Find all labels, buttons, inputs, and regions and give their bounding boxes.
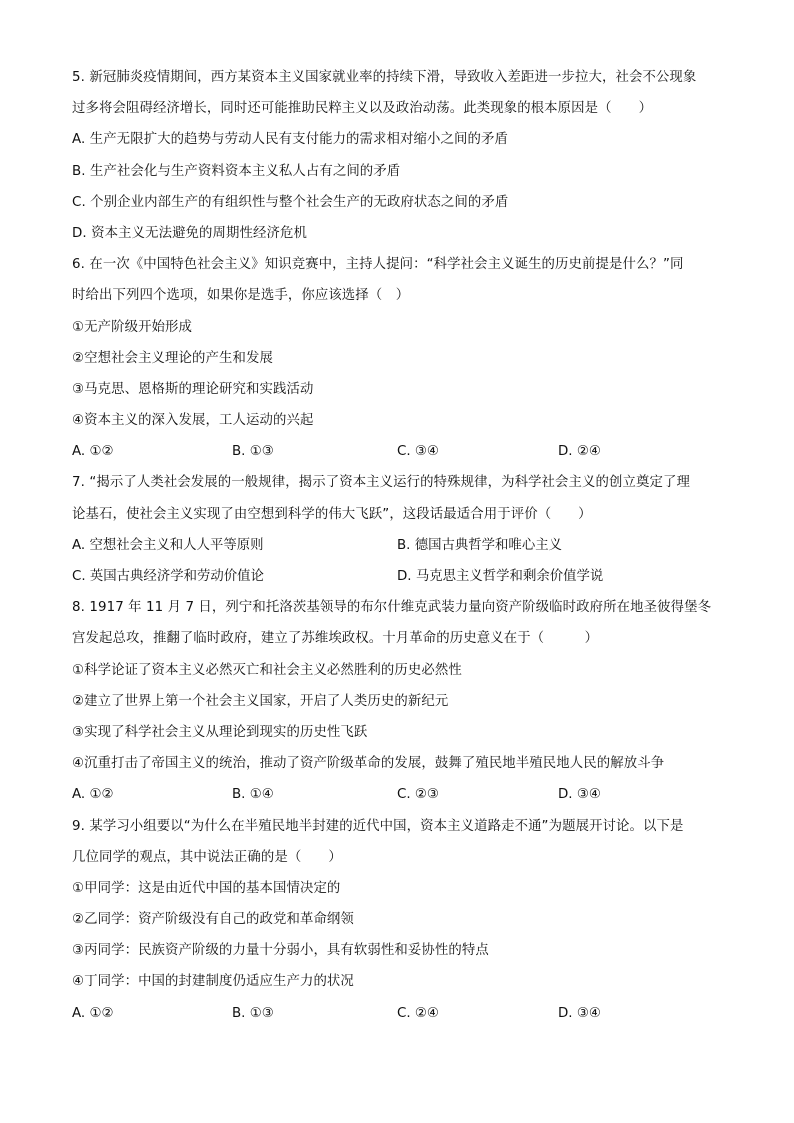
statement-item: ①科学论证了资本主义必然灭亡和社会主义必然胜利的历史必然性 — [72, 662, 462, 678]
choice-row — [72, 530, 728, 561]
statement-item: ②建立了世界上第一个社会主义国家，开启了人类历史的新纪元 — [72, 693, 449, 709]
question-stem-line: 5. 新冠肺炎疫情期间，西方某资本主义国家就业率的持续下滑，导致收入差距进一步拉大，社会不公现象 — [72, 70, 697, 85]
question-stem-line: 时给出下列四个选项，如果你是选手，你应该选择（ ） — [72, 288, 410, 304]
question-stem-line: 6. 在一次《中国特色社会主义》知识竞赛中，主持人提问：“科学社会主义诞生的历史前提是什么？”同 — [72, 257, 684, 273]
choice-d: D. ③④ — [558, 1005, 601, 1021]
choice-c: C. ②③ — [397, 787, 439, 803]
choice-a: A. ①② — [72, 444, 114, 460]
statement-item: ①无产阶级开始形成 — [72, 319, 193, 335]
choice-row — [72, 436, 728, 467]
option-b: B. 生产社会化与生产资料资本主义私人占有之间的矛盾 — [72, 163, 401, 179]
choice-b: B. 德国古典哲学和唯心主义 — [397, 537, 562, 553]
exam-page — [72, 62, 728, 1029]
choice-row — [72, 998, 728, 1029]
statement-item: ②空想社会主义理论的产生和发展 — [72, 350, 273, 366]
choice-row — [72, 779, 728, 810]
choice-b: B. ①③ — [232, 444, 274, 460]
choice-a: A. ①② — [72, 787, 114, 803]
choice-c: C. 英国古典经济学和劳动价值论 — [72, 569, 264, 584]
statement-item: ④丁同学：中国的封建制度仍适应生产力的状况 — [72, 974, 354, 990]
question-6 — [72, 249, 728, 467]
choice-c: C. ③④ — [397, 444, 439, 460]
choice-b: B. ①③ — [232, 1005, 274, 1021]
question-stem-line: 几位同学的观点，其中说法正确的是（ ） — [72, 849, 342, 865]
option-d: D. 资本主义无法避免的周期性经济危机 — [72, 225, 307, 241]
choice-b: B. ①④ — [232, 787, 274, 803]
question-stem-line: 8. 1917 年 11 月 7 日，列宁和托洛茨基领导的布尔什维克武装力量向资产阶级临时政府所在地圣彼得堡冬 — [72, 600, 712, 616]
option-c: C. 个别企业内部生产的有组织性与整个社会生产的无政府状态之间的矛盾 — [72, 194, 509, 210]
choice-row — [72, 561, 728, 592]
option-a: A. 生产无限扩大的趋势与劳动人民有支付能力的需求相对缩小之间的矛盾 — [72, 132, 508, 148]
choice-d: D. 马克思主义哲学和剩余价值学说 — [397, 569, 604, 584]
question-8 — [72, 592, 728, 810]
statement-item: ③实现了科学社会主义从理论到现实的历史性飞跃 — [72, 724, 368, 740]
question-stem-line: 9. 某学习小组要以“为什么在半殖民地半封建的近代中国，资本主义道路走不通”为题展开讨论。以下是 — [72, 818, 684, 834]
choice-c: C. ②④ — [397, 1005, 439, 1021]
question-7 — [72, 467, 728, 592]
statement-item: ④沉重打击了帝国主义的统治，推动了资产阶级革命的发展，鼓舞了殖民地半殖民地人民的解放斗争 — [72, 756, 665, 772]
choice-d: D. ③④ — [558, 787, 601, 803]
question-stem-line: 论基石，使社会主义实现了由空想到科学的伟大飞跃”，这段话最适合用于评价（ ） — [72, 506, 592, 522]
question-5 — [72, 62, 728, 249]
question-stem-line: 7. “揭示了人类社会发展的一般规律，揭示了资本主义运行的特殊规律，为科学社会主义的创立奠定了理 — [72, 475, 690, 491]
statement-item: ③丙同学：民族资产阶级的力量十分弱小，具有软弱性和妥协性的特点 — [72, 943, 489, 959]
statement-item: ④资本主义的深入发展，工人运动的兴起 — [72, 413, 314, 429]
question-stem-line: 宫发起总攻，推翻了临时政府，建立了苏维埃政权。十月革命的历史意义在于（ ） — [72, 631, 599, 647]
statement-item: ③马克思、恩格斯的理论研究和实践活动 — [72, 381, 314, 397]
statement-item: ①甲同学：这是由近代中国的基本国情决定的 — [72, 880, 341, 896]
choice-a: A. ①② — [72, 1005, 114, 1021]
question-9 — [72, 811, 728, 1029]
choice-a: A. 空想社会主义和人人平等原则 — [72, 537, 264, 553]
choice-d: D. ②④ — [558, 444, 601, 460]
statement-item: ②乙同学：资产阶级没有自己的政党和革命纲领 — [72, 912, 354, 928]
question-stem-line: 过多将会阻碍经济增长，同时还可能推助民粹主义以及政治动荡。此类现象的根本原因是（ ） — [72, 101, 653, 117]
